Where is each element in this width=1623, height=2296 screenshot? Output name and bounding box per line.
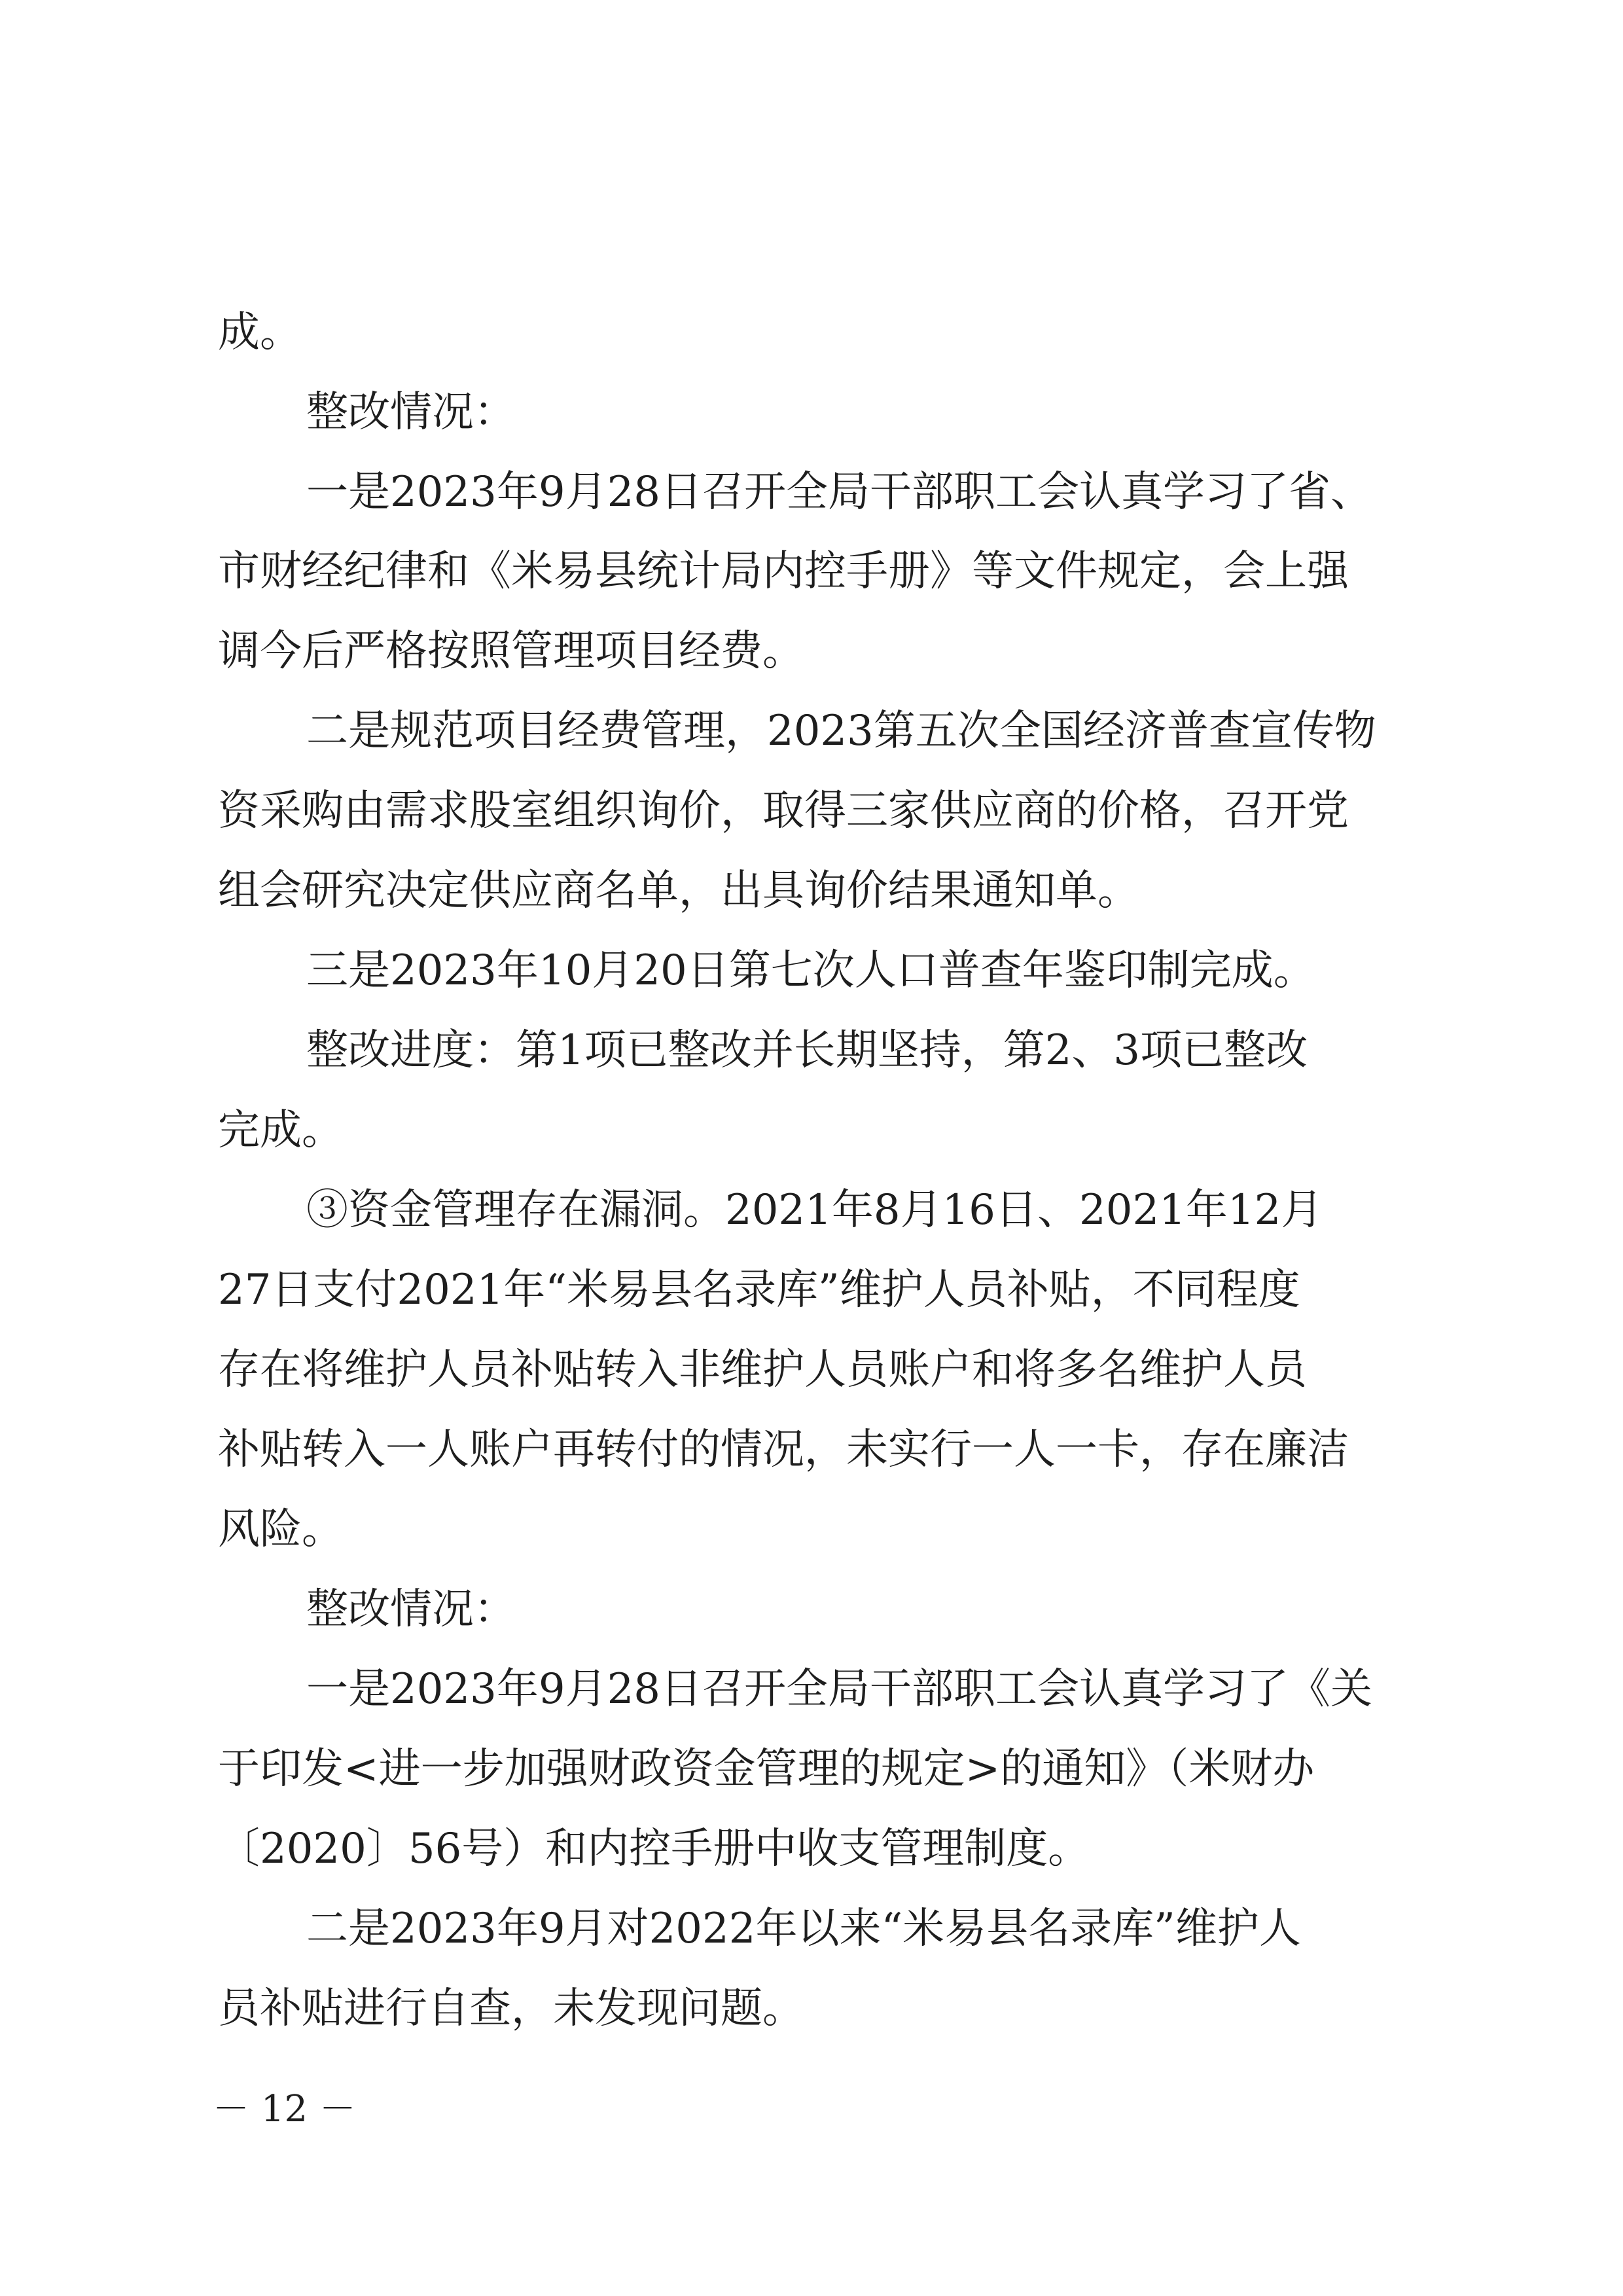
text-line-12: ③资金管理存在漏洞。2021年8月16日、2021年12月	[306, 1186, 1323, 1234]
text-line-3: 一是2023年9月28日召开全局干部职工会认真学习了省、	[306, 468, 1373, 516]
text-line-1: 成。	[218, 308, 302, 357]
text-line-7: 资采购由需求股室组织询价，取得三家供应商的价格，召开党	[218, 787, 1349, 835]
text-line-13: 27日支付2021年“米易县名录库”维护人员补贴，不同程度	[218, 1266, 1300, 1314]
text-line-20: 〔2020〕56号）和内控手册中收支管理制度。	[218, 1825, 1090, 1873]
text-line-2: 整改情况：	[306, 388, 516, 437]
text-line-6: 二是规范项目经费管理，2023第五次全国经济普查宣传物	[306, 707, 1376, 755]
text-line-22: 员补贴进行自查，未发现问题。	[218, 1984, 804, 2033]
text-line-18: 一是2023年9月28日召开全局干部职工会认真学习了《关	[306, 1665, 1373, 1713]
text-line-5: 调今后严格按照管理项目经费。	[218, 627, 804, 675]
text-line-17: 整改情况：	[306, 1585, 516, 1634]
text-line-14: 存在将维护人员补贴转入非维护人员账户和将多名维护人员	[218, 1346, 1307, 1394]
page-number: － 12 －	[213, 2088, 356, 2130]
text-line-10: 整改进度：第1项已整改并长期坚持，第2、3项已整改	[306, 1026, 1308, 1075]
text-line-8: 组会研究决定供应商名单，出具询价结果通知单。	[218, 867, 1139, 915]
text-line-4: 市财经纪律和《米易县统计局内控手册》等文件规定，会上强	[218, 547, 1349, 596]
text-line-16: 风险。	[218, 1505, 344, 1554]
text-line-21: 二是2023年9月对2022年以来“米易县名录库”维护人	[306, 1905, 1301, 1953]
text-line-19: 于印发<进一步加强财政资金管理的规定>的通知》（米财办	[218, 1745, 1315, 1793]
text-line-9: 三是2023年10月20日第七次人口普查年鉴印制完成。	[306, 946, 1315, 995]
text-line-11: 完成。	[218, 1106, 344, 1155]
text-line-15: 补贴转入一人账户再转付的情况，未实行一人一卡，存在廉洁	[218, 1426, 1349, 1474]
